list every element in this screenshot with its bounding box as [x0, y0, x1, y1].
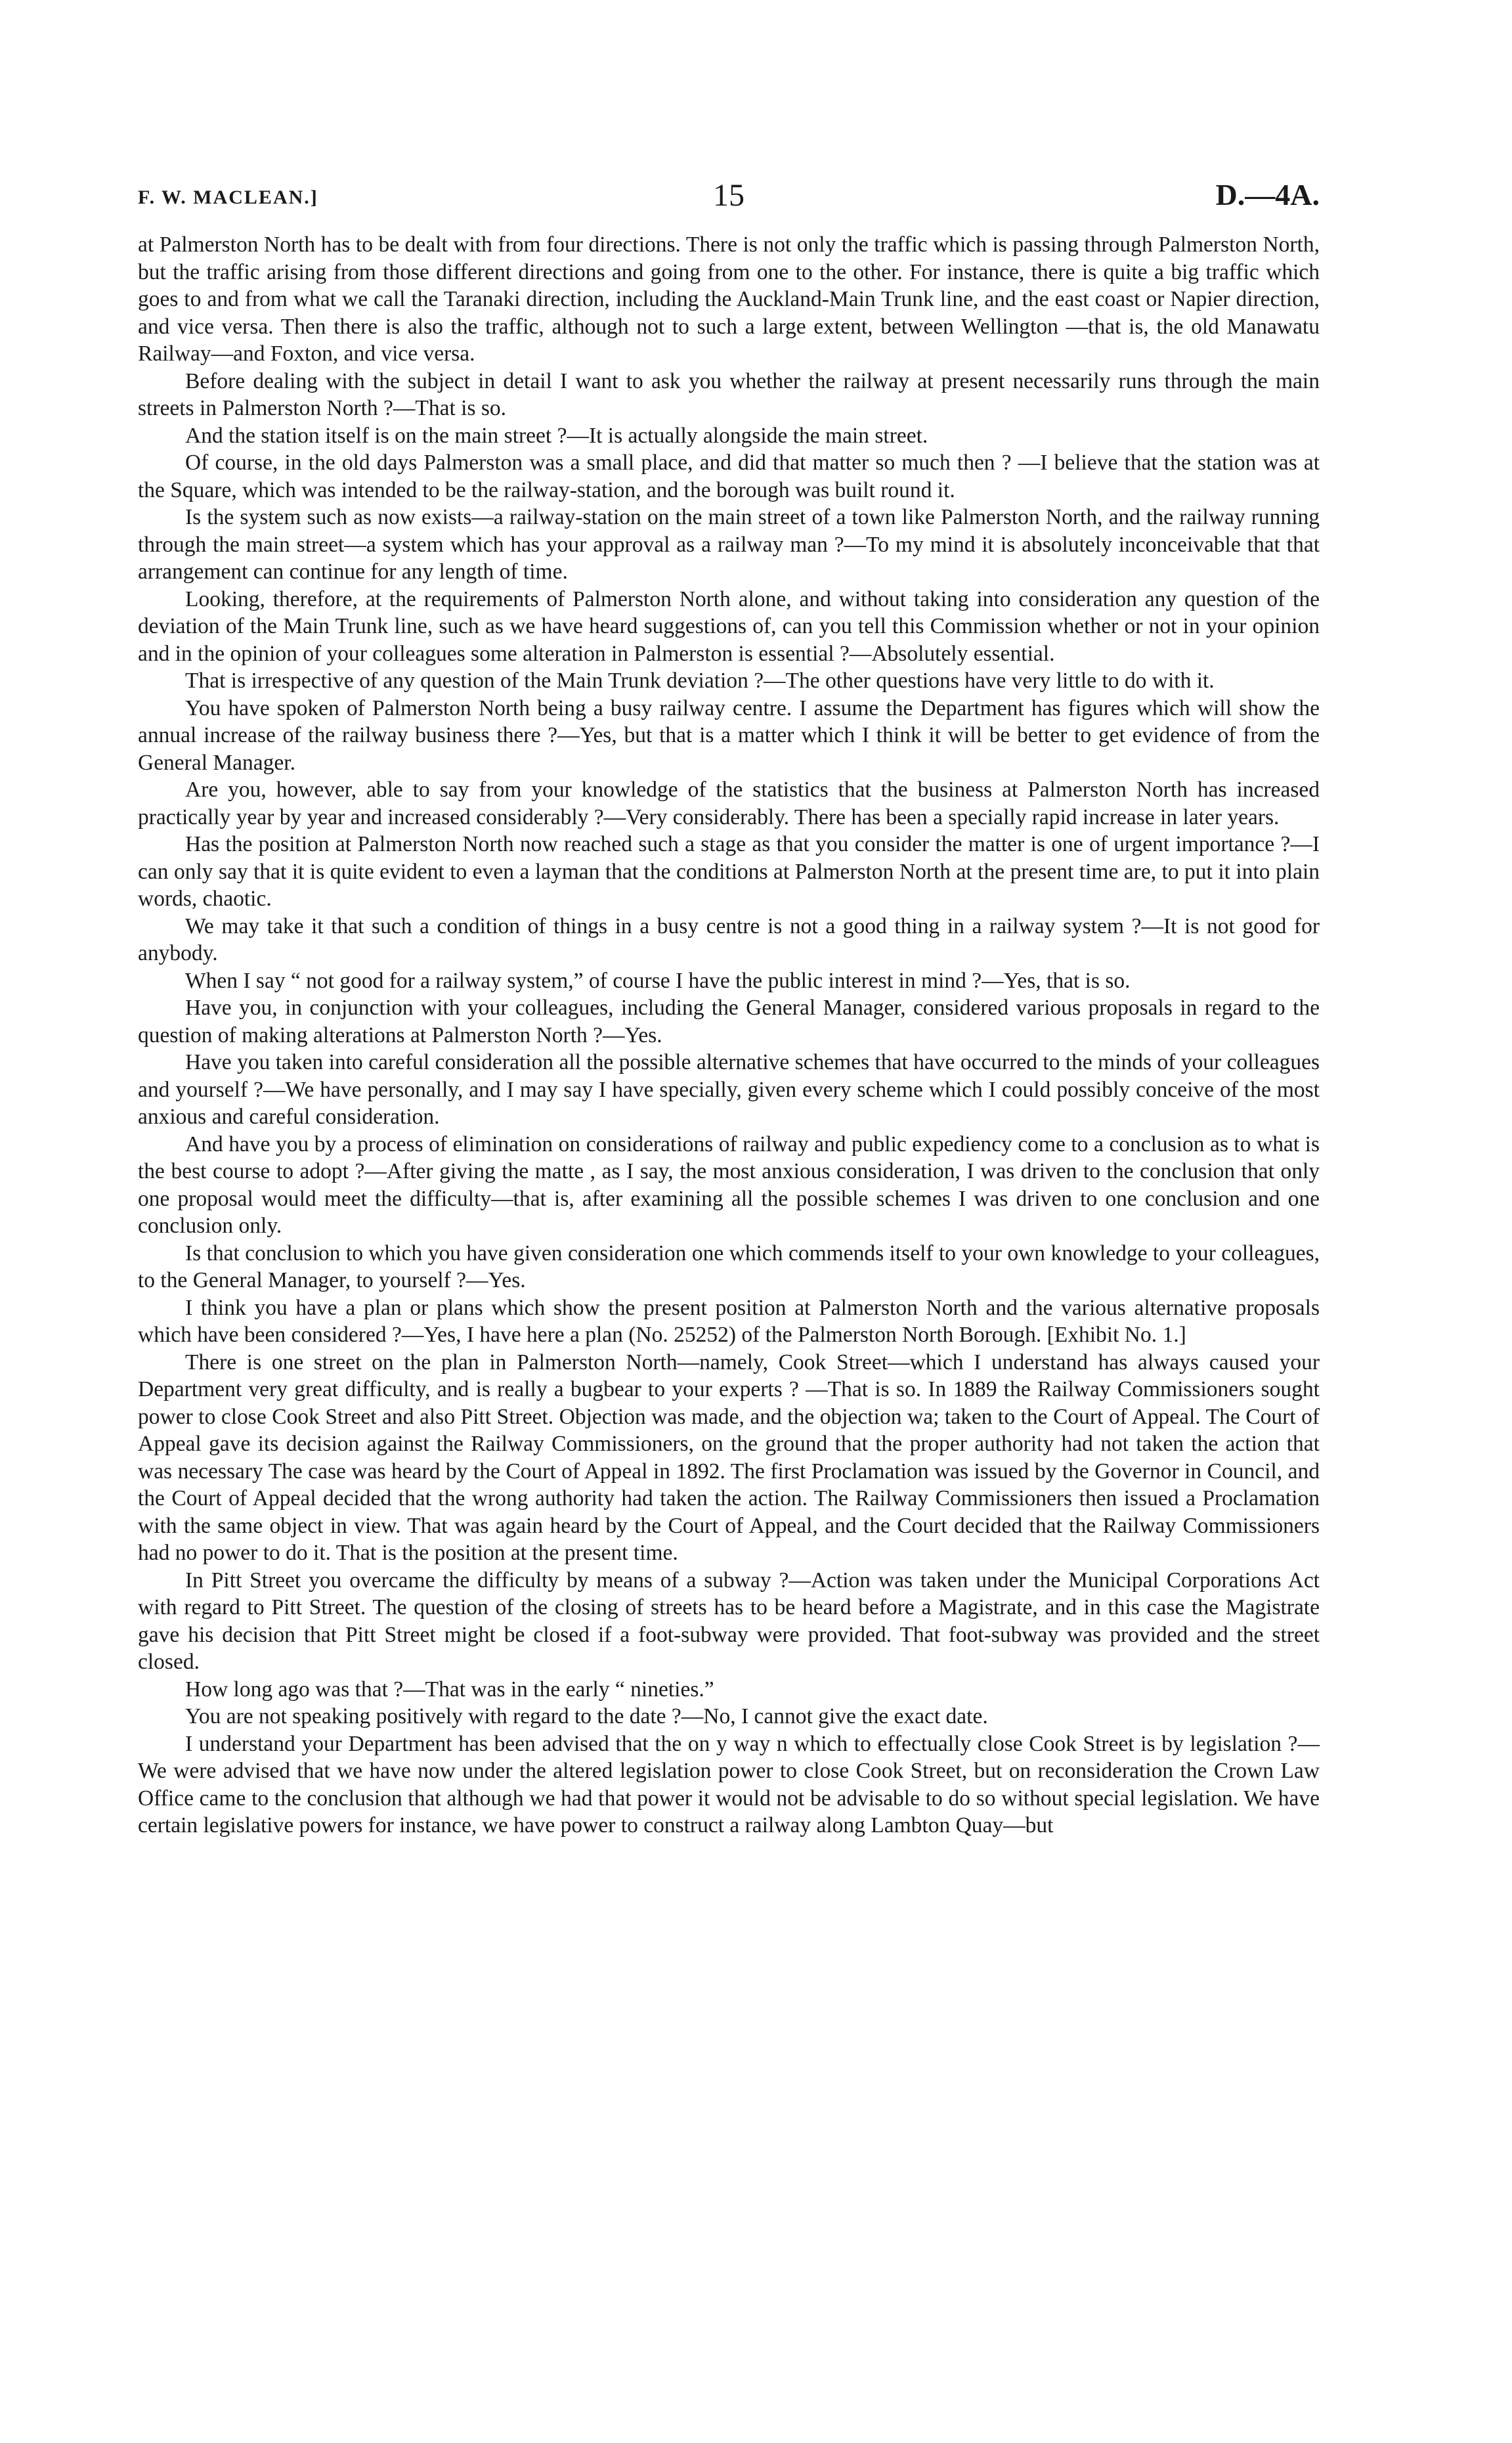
paragraph: You are not speaking positively with regard to the date ?—No, I cannot give the exact date.	[185, 1704, 988, 1728]
page-number: 15	[713, 178, 745, 213]
paragraph: Has the position at Palmerston North now reached such a stage as that you consider the matter is one of urgent importance ?—I can only say that it is quite evident to even a layman that the conditions at Palmerston North at the present time are, to put it into plain words, chaotic.	[138, 832, 1320, 911]
paragraph: Of course, in the old days Palmerston was a small place, and did that matter so much then ? —I believe that the station was at the Square, which was intended to be the railway-station, and the borough was built round it.	[138, 451, 1320, 502]
paragraph: Before dealing with the subject in detail I want to ask you whether the railway at present necessarily runs through the main streets in Palmerston North ?—That is so.	[138, 368, 1320, 420]
paragraph: How long ago was that ?—That was in the early “ nineties.”	[185, 1677, 714, 1702]
paragraph: Is the system such as now exists—a railway-station on the main street of a town like Palmerston North, and the railway running through the main street—a system which has your approval as a railway man ?—To my mind it is absolutely inconceivable that that arrangement can continue for any length of time.	[138, 505, 1320, 584]
paragraph: That is irrespective of any question of the Main Trunk deviation ?—The other questions have very little to do with it.	[185, 669, 1215, 693]
paragraph: And the station itself is on the main street ?—It is actually alongside the main street.	[185, 423, 928, 448]
paragraph: Looking, therefore, at the requirements of Palmerston North alone, and without taking into consideration any question of the deviation of the Main Trunk line, such as we have heard suggestions of, can you tell this Commission whether or not in your opinion and in the opinion of your colleagues some alteration in Palmerston is essential ?—Absolutely essential.	[138, 586, 1320, 666]
body-text	[138, 231, 1320, 1839]
paragraph: You have spoken of Palmerston North being a busy railway centre. I assume the Department has figures which will show the annual increase of the railway business there ?—Yes, but that is a matter which I think it will be better to get evidence of from the General Manager.	[138, 695, 1320, 775]
page-header	[138, 177, 1320, 223]
witness-name: F. W. MACLEAN.]	[138, 187, 318, 208]
paragraph: I understand your Department has been advised that the on y way n which to effectually close Cook Street is by legislation ?—We were advised that we have now under the altered legislation power to close Cook Street, but on reconsideration the Crown Law Office came to the conclusion that although we had that power it would not be advisable to do so without special legislation. We have certain legislative powers for instance, we have power to construct a railway along Lambton Quay—but	[138, 1731, 1320, 1838]
paragraph: Have you, in conjunction with your colleagues, including the General Manager, considered various proposals in regard to the question of making alterations at Palmerston North ?—Yes.	[138, 996, 1320, 1047]
paragraph: We may take it that such a condition of things in a busy centre is not a good thing in a railway system ?—It is not good for anybody.	[138, 913, 1320, 965]
paragraph: Is that conclusion to which you have given consideration one which commends itself to your own knowledge to your colleagues, to the General Manager, to yourself ?—Yes.	[138, 1241, 1320, 1292]
paragraph: When I say “ not good for a railway system,” of course I have the public interest in mind ?—Yes, that is so.	[185, 968, 1131, 993]
paragraph: Have you taken into careful consideration all the possible alternative schemes that have occurred to the minds of your colleagues and yourself ?—We have personally, and I may say I have specially, given every scheme which I could possibly conceive of the most anxious and careful consideration.	[138, 1050, 1320, 1129]
paragraph: Are you, however, able to say from your knowledge of the statistics that the business at Palmerston North has increased practically year by year and increased considerably ?—Very considerably. There has been a specially rapid increase in later years.	[138, 778, 1320, 829]
paragraph: And have you by a process of elimination on considerations of railway and public expediency come to a conclusion as to what is the best course to adopt ?—After giving the matte , as I say, the most anxious consideration, I was driven to the conclusion that only one proposal would meet the difficulty—that is, after examining all the possible schemes I was driven to one conclusion and one conclusion only.	[138, 1132, 1320, 1238]
paragraph: There is one street on the plan in Palmerston North—namely, Cook Street—which I understand has always caused your Department very great difficulty, and is really a bugbear to your experts ? —That is so. In 1889 the Railway Commissioners sought power to close Cook Street and also Pitt Street. Objection was made, and the objection wa; taken to the Court of Appeal. The Court of Appeal gave its decision against the Railway Commissioners, on the ground that the proper authority had not taken the action that was necessary The case was heard by the Court of Appeal in 1892. The first Proclamation was issued by the Governor in Council, and the Court of Appeal decided that the wrong authority had taken the action. The Railway Commissioners then issued a Proclamation with the same object in view. That was again heard by the Court of Appeal, and the Court decided that the Railway Commissioners had no power to do it. That is the position at the present time.	[138, 1350, 1320, 1565]
document-reference: D.—4A.	[1215, 178, 1320, 211]
document-page	[138, 177, 1320, 1839]
paragraph: In Pitt Street you overcame the difficulty by means of a subway ?—Action was taken under the Municipal Corporations Act with regard to Pitt Street. The question of the closing of streets has to be heard before a Magistrate, and in this case the Magistrate gave his decision that Pitt Street might be closed if a foot-subway were provided. That foot-subway was provided and the street closed.	[138, 1568, 1320, 1674]
paragraph: I think you have a plan or plans which show the present position at Palmerston North and the various alternative proposals which have been considered ?—Yes, I have here a plan (No. 25252) of the Palmerston North Borough. [Exhibit No. 1.]	[138, 1295, 1320, 1347]
paragraph: at Palmerston North has to be dealt with from four directions. There is not only the traffic which is passing through Palmerston North, but the traffic arising from those different directions and going from one to the other. For instance, there is quite a big traffic which goes to and from what we call the Taranaki direction, including the Auckland-Main Trunk line, and the east coast or Napier direction, and vice versa. Then there is also the traffic, although not to such a large extent, between Wellington —that is, the old Manawatu Railway—and Foxton, and vice versa.	[138, 232, 1320, 366]
